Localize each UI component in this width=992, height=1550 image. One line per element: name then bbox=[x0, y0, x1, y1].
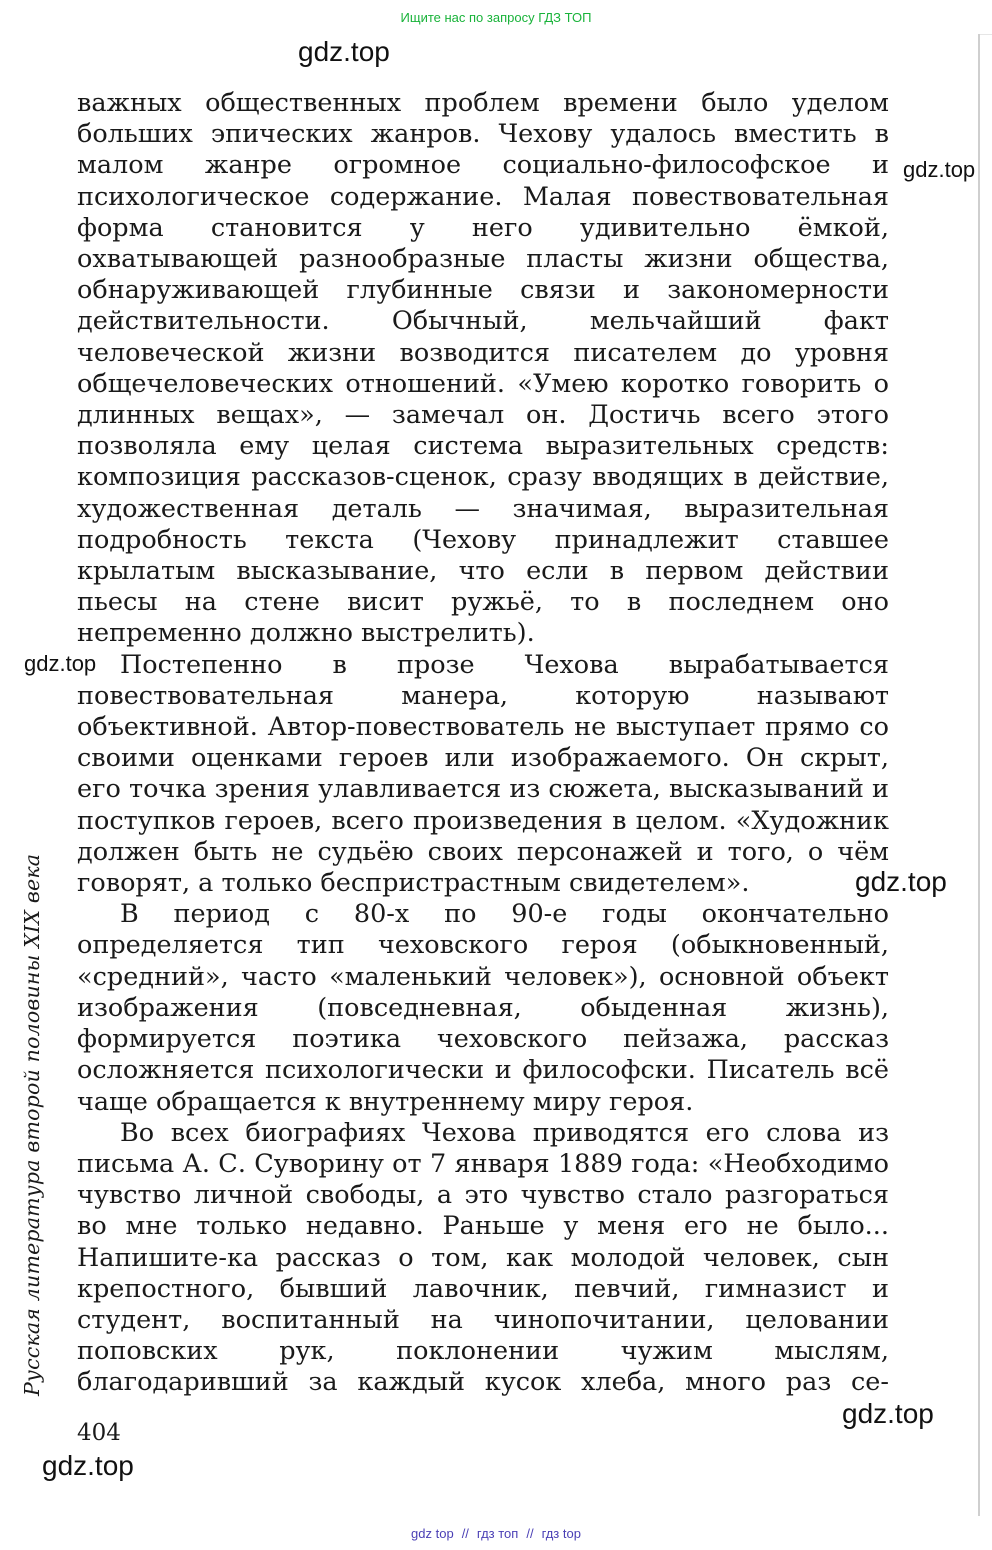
footer-separator: // bbox=[526, 1525, 534, 1541]
footer-links bbox=[0, 1516, 992, 1550]
paragraph-1: важных общественных проблем времени было уделом больших эпических жанров. Чехову удалось вместить в малом жанре огромное социально-философское и психологическое содержание. Малая повествовательная форма становится у него удивительно ёмкой, охватывающей разнообразные пласты жизни общества, обнаруживающей глубинные связи и закономерности действительности. Обычный, мельчайший факт человеческой жизни возводится писателем до уровня общечеловеческих отношений. «Умею коротко говорить о длинных вещах», — замечал он. Достичь всего этого позволяла ему целая система выразительных средств: композиция рассказов-сценок, сразу вводящих в действие, художественная деталь — значимая, выразительная подробность текста (Чехову принадлежит ставшее крылатым высказывание, что если в первом действии пьесы на стене висит ружьё, то в последнем оно непременно должно выстрелить). bbox=[77, 88, 889, 649]
running-title-text: Русская литература второй половины XIX века bbox=[20, 853, 44, 1396]
watermark: gdz.top bbox=[842, 1398, 934, 1429]
watermark: gdz.top bbox=[24, 651, 97, 676]
paragraph-2: Постепенно в прозе Чехова вырабатывается повествовательная манера, которую называют объективной. Автор-повествователь не выступает прямо со своими оценками героев или изображаемого. Он скрыт, его точка зрения улавливается из сюжета, высказываний и поступков героев, всего произведения в целом. «Художник должен быть не судьёю своих персонажей и того, о чём говорят, а только беспристрастным свидетелем». bbox=[77, 649, 889, 899]
page-number: 404 bbox=[77, 1420, 121, 1446]
watermark: gdz.top bbox=[903, 157, 976, 182]
watermark: gdz.top bbox=[42, 1450, 134, 1481]
running-title bbox=[12, 816, 52, 1396]
footer-link[interactable]: гдз топ bbox=[476, 1525, 519, 1541]
footer-link[interactable]: гдз top bbox=[541, 1525, 581, 1541]
footer-separator: // bbox=[461, 1525, 469, 1541]
top-banner-text: Ищите нас по запросу ГДЗ ТОП bbox=[400, 9, 592, 25]
page-body bbox=[77, 88, 889, 1399]
paragraph-3: В период с 80-х по 90-е годы окончательно определяется тип чеховского героя (обыкновенный, «средний», часто «маленький человек»), основной объект изображения (повседневная, обыденная жизнь), формируется поэтика чеховского пейзажа, рассказ осложняется психологически и философски. Писатель всё чаще обращается к внутреннему миру героя. bbox=[77, 899, 889, 1117]
footer-link[interactable]: gdz top bbox=[411, 1525, 454, 1541]
watermark: gdz.top bbox=[855, 866, 947, 897]
top-banner bbox=[0, 0, 992, 35]
watermark: gdz.top bbox=[298, 36, 390, 67]
paragraph-4: Во всех биографиях Чехова приводятся его слова из письма А. С. Суворину от 7 января 1889 года: «Необходимо чувство личной свободы, а это чувство стало разгораться во мне только недавно. Раньше у меня его не было... Напишите-ка рассказ о том, как молодой человек, сын крепостного, бывший лавочник, певчий, гимназист и студент, воспитанный на чинопочитании, целовании поповских рук, поклонении чужим мыслям, благодаривший за каждый кусок хлеба, много раз се- bbox=[77, 1117, 889, 1398]
